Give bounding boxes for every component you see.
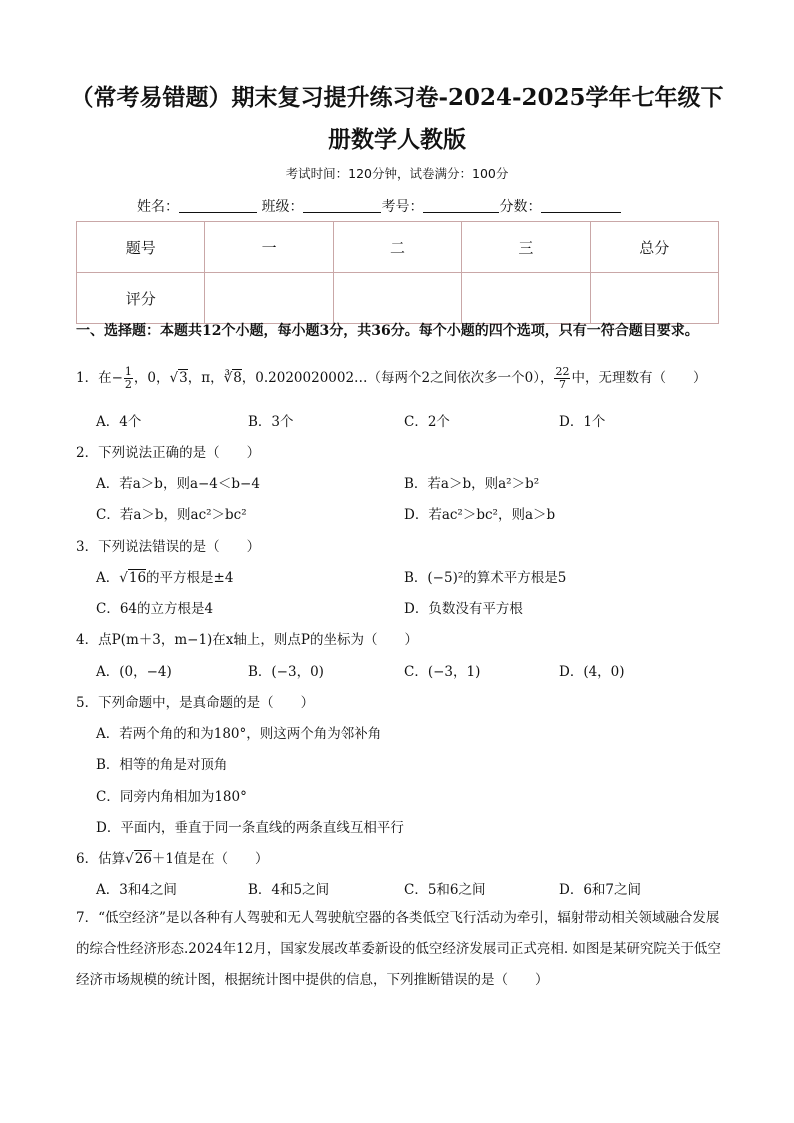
q5-option-d[interactable]: D．平面内，垂直于同一条直线的两条直线互相平行: [96, 820, 404, 836]
q1-mid1: ，0，√: [133, 370, 179, 386]
score-table-header-cell: 题号: [77, 222, 205, 273]
fraction-22-7: [554, 366, 570, 391]
q6-option-c[interactable]: C．5和6之间: [404, 882, 486, 898]
q1-option-a[interactable]: A．4个: [96, 414, 142, 430]
student-info-line: [137, 196, 621, 216]
class-blank[interactable]: [303, 198, 381, 213]
name-blank[interactable]: [179, 198, 257, 213]
q1-suffix: 中，无理数有（ ）: [571, 370, 707, 386]
name-label: 姓名：: [137, 199, 179, 215]
score-blank[interactable]: [541, 198, 621, 213]
score-table-header-row: [77, 222, 719, 273]
q1-prefix: 1．在−: [76, 370, 123, 386]
q6-suffix: ＋1值是在（ ）: [151, 851, 269, 867]
score-cell[interactable]: [590, 273, 718, 324]
q4-option-d[interactable]: D．(4，0): [559, 664, 625, 680]
question-2-stem: 2．下列说法正确的是（ ）: [76, 445, 261, 461]
q4-option-a[interactable]: A．(0，−4): [96, 664, 172, 680]
q3-a-suffix: 的平方根是±4: [146, 570, 234, 586]
question-4-stem: 4．点P(m＋3，m−1)在x轴上，则点P的坐标为（ ）: [76, 632, 418, 648]
q4-option-c[interactable]: C．(−3，1): [404, 664, 481, 680]
q5-option-c[interactable]: C．同旁内角相加为180°: [96, 789, 247, 805]
q1-mid3: ，0.2020020002…（每两个2之间依次多一个0），: [241, 370, 554, 386]
fraction-denominator: 7: [558, 378, 566, 391]
exam-number-blank[interactable]: [423, 198, 499, 213]
fraction-one-half: [124, 366, 133, 391]
q3-option-d[interactable]: D．负数没有平方根: [404, 601, 523, 617]
score-cell[interactable]: [333, 273, 461, 324]
q3-option-b[interactable]: B．(−5)²的算术平方根是5: [404, 570, 567, 586]
question-3-stem: 3．下列说法错误的是（ ）: [76, 539, 261, 555]
class-label: 班级：: [261, 199, 304, 215]
score-table-header-cell: 一: [205, 222, 333, 273]
q6-option-b[interactable]: B．4和5之间: [248, 882, 330, 898]
score-table-header-cell: 三: [462, 222, 590, 273]
cbrt-radicand: 8: [233, 370, 242, 386]
q4-option-b[interactable]: B．(−3，0): [248, 664, 324, 680]
score-cell[interactable]: [205, 273, 333, 324]
question-1-stem: [76, 366, 706, 391]
q5-option-a[interactable]: A．若两个角的和为180°，则这两个角为邻补角: [96, 726, 382, 742]
score-table-header-cell: 总分: [590, 222, 718, 273]
exam-title-line2: 册数学人教版: [328, 126, 466, 153]
q5-option-b[interactable]: B．相等的角是对顶角: [96, 757, 228, 773]
q6-option-a[interactable]: A．3和4之间: [96, 882, 177, 898]
question-6-stem: [76, 847, 268, 867]
q2-option-a[interactable]: A．若a＞b，则a−4＜b−4: [96, 476, 260, 492]
q3-option-c[interactable]: C．64的立方根是4: [96, 601, 214, 617]
score-table-header-cell: 二: [333, 222, 461, 273]
sqrt-radicand: 16: [128, 570, 147, 586]
question-7-stem: 7．“低空经济”是以各种有人驾驶和无人驾驶航空器的各类低空飞行活动为牵引，辐射带动相关领域融合发展的综合性经济形态.2024年12月，国家发展改革委新设的低空经济发展司正式亮相. 如图是某研究院关于低空经济市场规模的统计图，根据统计图中提供的信息，下列推断错误的是（ ）: [76, 910, 721, 988]
exam-number-label: 考号：: [381, 199, 424, 215]
q3-option-a[interactable]: [96, 566, 233, 586]
q2-option-b[interactable]: B．若a＞b，则a²＞b²: [404, 476, 540, 492]
score-cell[interactable]: [462, 273, 590, 324]
q1-option-b[interactable]: B．3个: [248, 414, 294, 430]
q6-prefix: 6．估算√: [76, 851, 134, 867]
score-table: [76, 221, 719, 324]
q1-option-d[interactable]: D．1个: [559, 414, 606, 430]
q2-option-c[interactable]: C．若a＞b，则ac²＞bc²: [96, 507, 247, 523]
exam-info: 考试时间：120分钟，试卷满分：100分: [285, 166, 509, 181]
section-heading: 一、选择题：本题共12个小题，每小题3分，共36分。每个小题的四个选项，只有一符合题目要求。: [76, 323, 699, 339]
score-label: 分数：: [499, 199, 542, 215]
fraction-numerator: 1: [124, 365, 132, 378]
q1-mid2: ，π，∛: [187, 370, 233, 386]
exam-title-line1: （常考易错题）期末复习提升练习卷-2024-2025学年七年级下: [70, 84, 724, 111]
score-table-score-row: [77, 273, 719, 324]
q1-option-c[interactable]: C．2个: [404, 414, 450, 430]
fraction-denominator: 2: [124, 378, 132, 391]
sqrt-radicand: 26: [134, 851, 152, 867]
fraction-numerator: 22: [555, 365, 570, 378]
q3-a-prefix: A．√: [96, 570, 128, 586]
question-5-stem: 5．下列命题中，是真命题的是（ ）: [76, 695, 315, 711]
sqrt-radicand: 3: [179, 370, 188, 386]
score-row-label: 评分: [77, 273, 205, 324]
q6-option-d[interactable]: D．6和7之间: [559, 882, 642, 898]
q2-option-d[interactable]: D．若ac²＞bc²，则a＞b: [404, 507, 556, 523]
